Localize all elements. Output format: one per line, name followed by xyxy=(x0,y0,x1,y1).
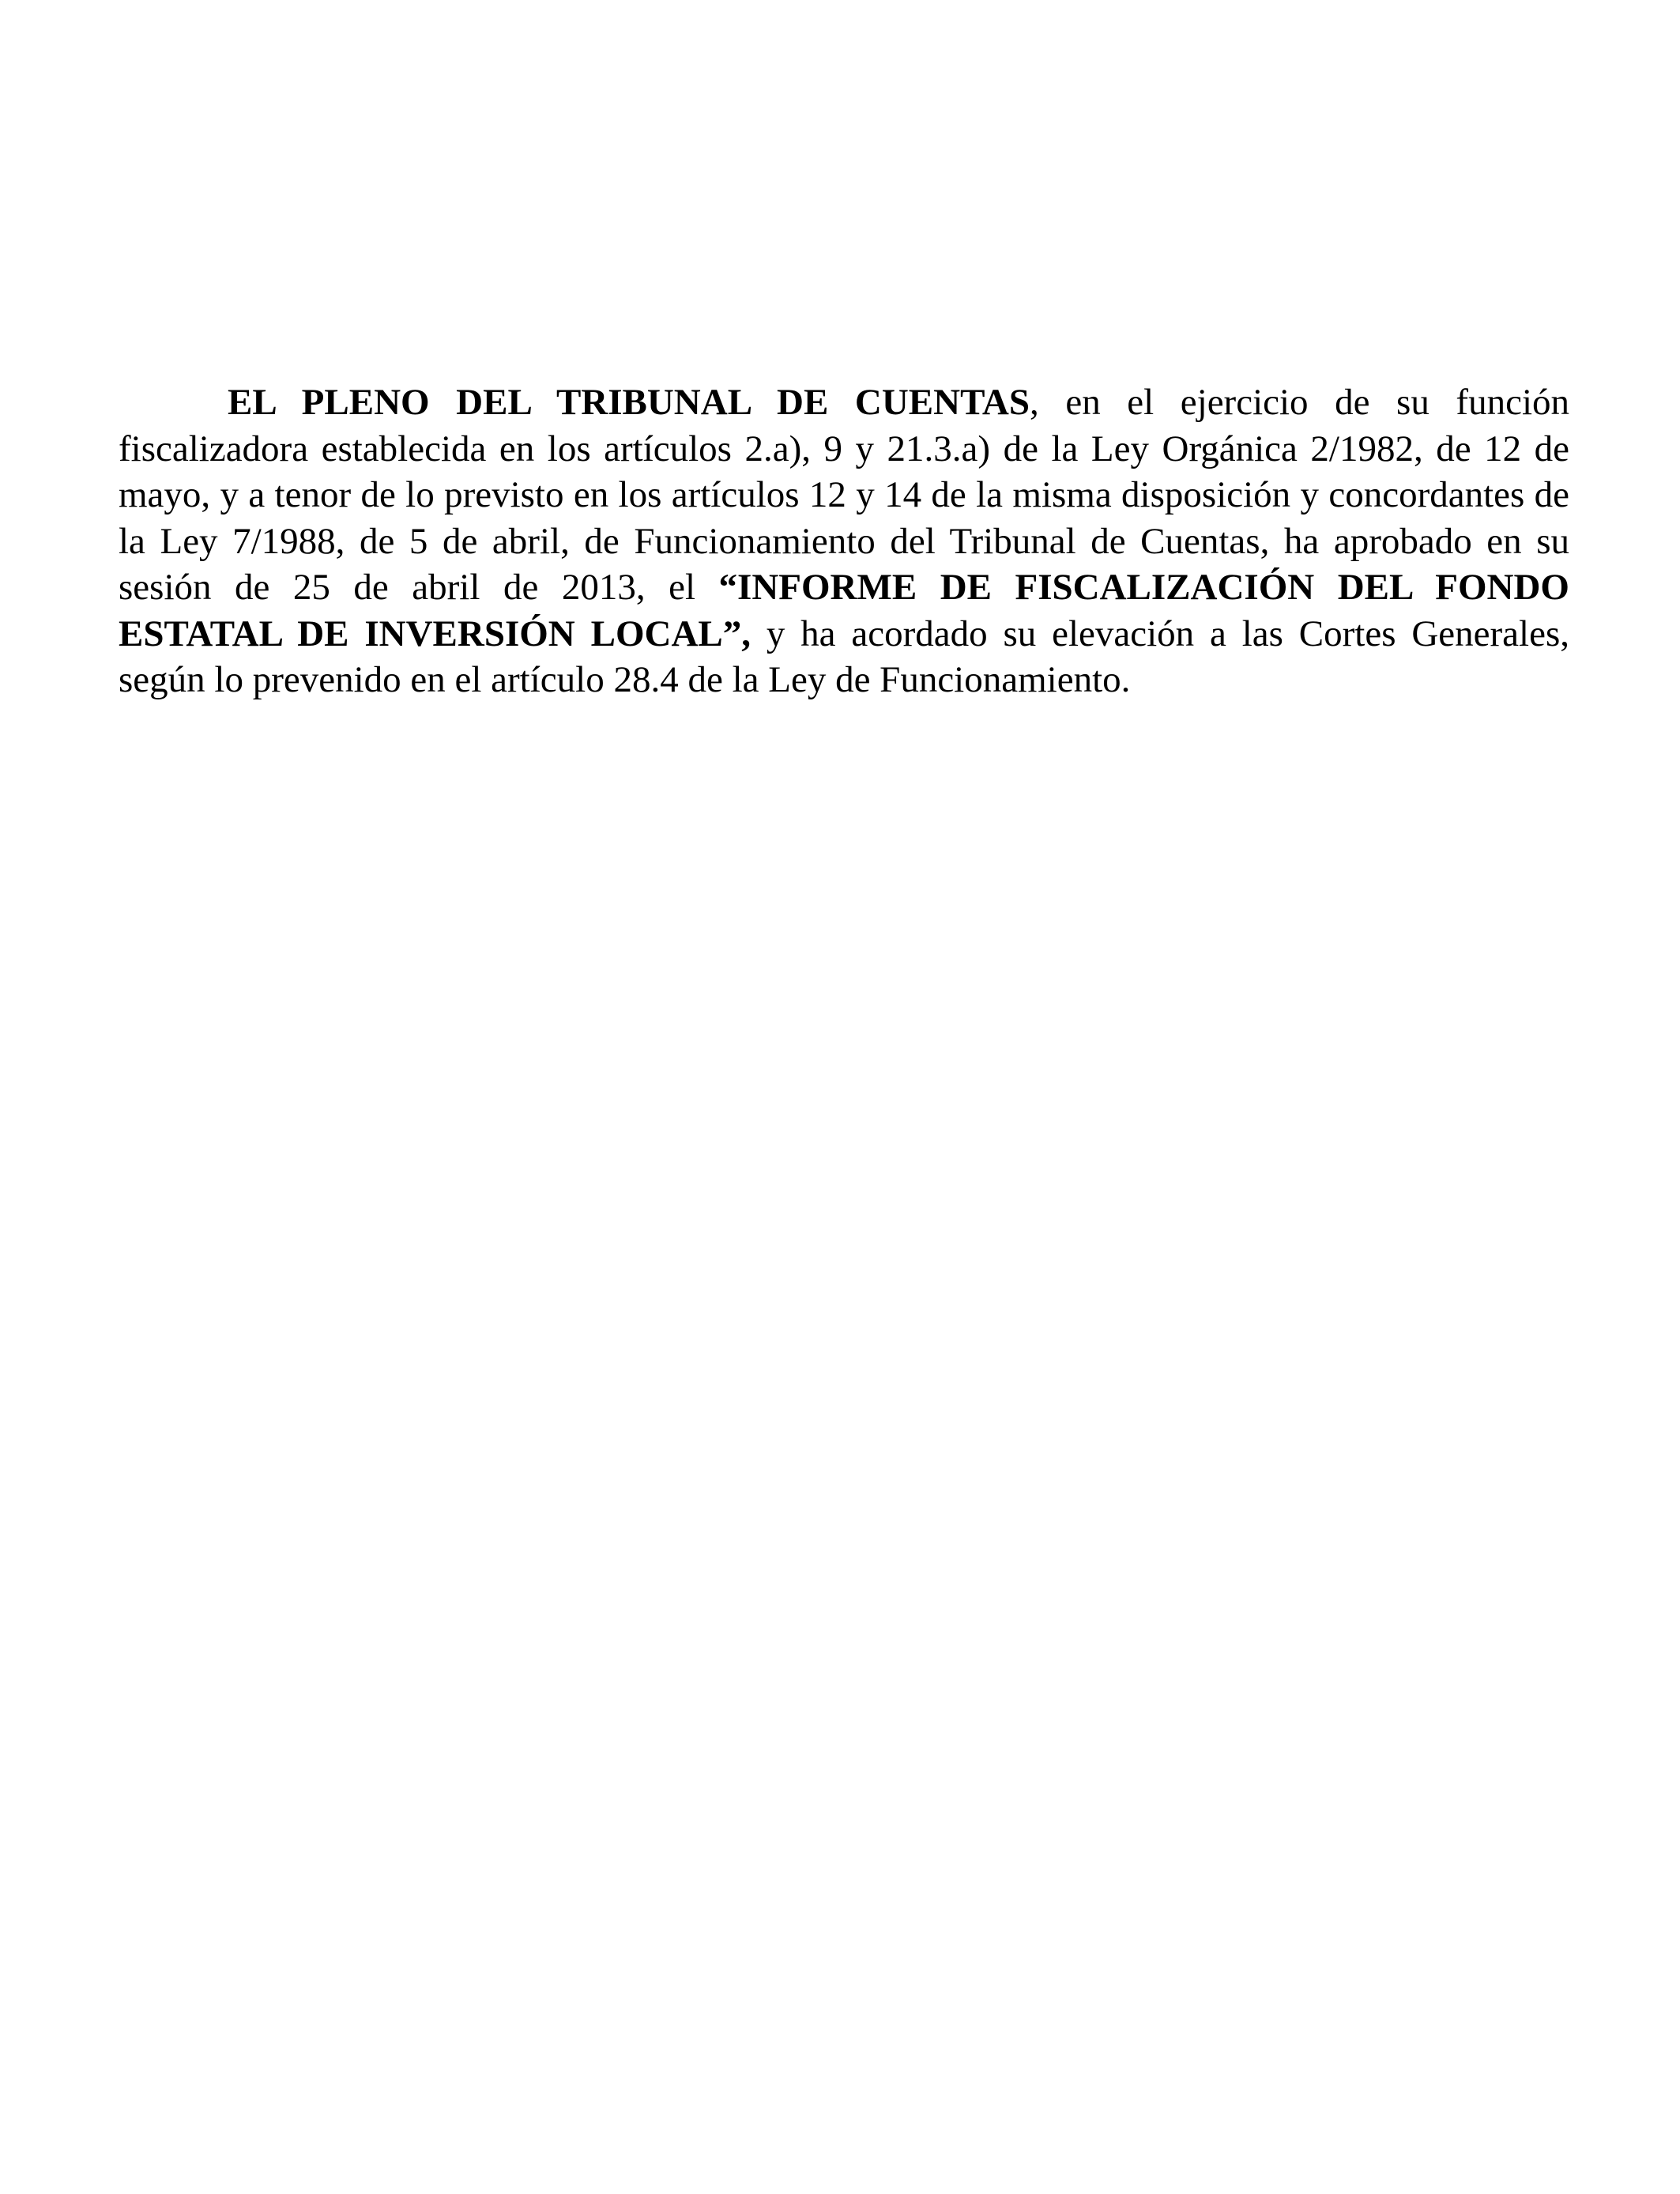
resolution-text-part-1: , en el ejercicio de su función fiscalizadora establecida en los artículos 2.a), 9 y 21.3.a) de la Ley Orgánica 2/1982, de 12 de mayo, y a tenor de lo previsto en los artículos 12 y 14 de la misma disposición y concordantes de la Ley 7/1988, de 5 de abril, de Funcionamiento del Tribunal de Cuentas, ha aprobado en su sesión de 25 de abril de 2013, el xyxy=(119,382,1569,608)
resolution-text-part-2: y ha acordado su elevación a las Cortes Generales, según lo prevenido en el artículo 28.4 de la Ley de Funcionamiento. xyxy=(119,613,1569,700)
plenary-heading: EL PLENO DEL TRIBUNAL DE CUENTAS xyxy=(228,382,1030,423)
resolution-paragraph xyxy=(119,379,1569,703)
report-title: “INFORME DE FISCALIZACIÓN DEL FONDO ESTATAL DE INVERSIÓN LOCAL”, xyxy=(119,567,1569,654)
